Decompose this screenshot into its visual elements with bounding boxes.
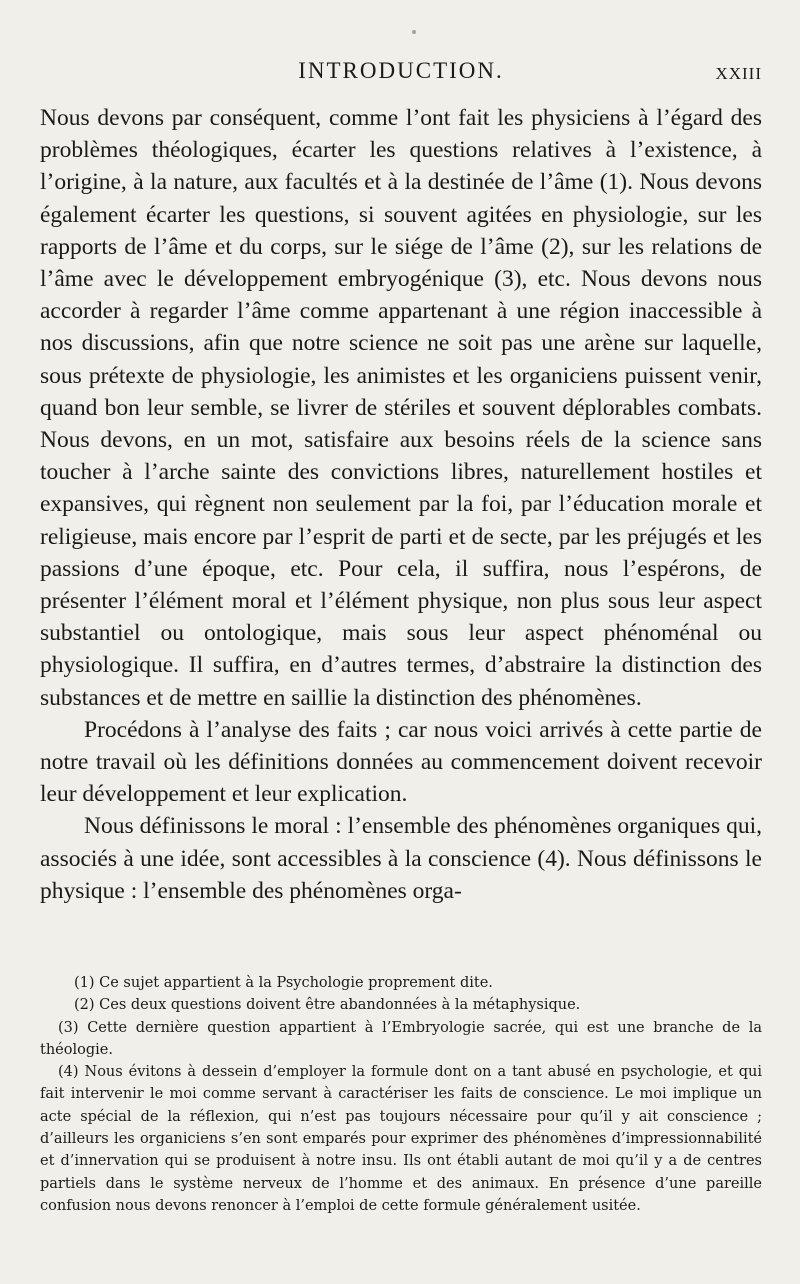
page-number: XXIII bbox=[715, 64, 762, 83]
paragraph-2: Procédons à l’analyse des faits ; car nous voici arrivés à cette partie de notre travail où les définitions données au commencement doivent recevoir leur développement et leur explication. bbox=[40, 716, 762, 808]
paragraph-3: Nous définissons le moral : l’ensemble des phénomènes organiques qui, associés à une idée, sont accessibles à la conscience (4). Nous définissons le physique : l’ensemble des phénomènes orga- bbox=[40, 813, 762, 904]
running-head bbox=[40, 56, 762, 92]
footnote-2: (2) Ces deux questions doivent être abandonnées à la métaphysique. bbox=[74, 997, 581, 1014]
footnote-1: (1) Ce sujet appartient à la Psychologie proprement dite. bbox=[74, 975, 493, 991]
footnote-3: (3) Cette dernière question appartient à l’Embryologie sacrée, qui est une branche de la théologie. bbox=[40, 1019, 762, 1058]
main-text bbox=[40, 102, 762, 907]
footnotes bbox=[40, 972, 762, 1217]
paragraph-1: Nous devons par conséquent, comme l’ont fait les physiciens à l’égard des problèmes théologiques, écarter les questions relatives à l’existence, à l’origine, à la nature, aux facultés et à la destinée de l’âme (1). Nous devons également écarter les questions, si souvent agitées en physiologie, sur les rapports de l’âme et du corps, sur le siége de l’âme (2), sur les relations de l’âme avec le développement embryogénique (3), etc. Nous devons nous accorder à regarder l’âme comme appartenant à une région inaccessible à nos discussions, afin que notre science ne soit pas une arène sur laquelle, sous prétexte de physiologie, les animistes et les organiciens puissent venir, quand bon leur semble, se livrer de stériles et souvent déplorables combats. Nous devons, en un mot, satisfaire aux besoins réels de la science sans toucher à l’arche sainte des convictions libres, naturellement hostiles et expansives, qui règnent non seulement par la foi, par l’éducation morale et religieuse, mais encore par l’esprit de parti et de secte, par les préjugés et les passions d’une époque, etc. Pour cela, il suffira, nous l’espérons, de présenter l’élément moral et l’élément physique, non plus sous leur aspect substantiel ou ontologique, mais sous leur aspect phénoménal ou physiologique. Il suffira, en d’autres termes, d’abstraire la distinction des substances et de mettre en saillie la distinction des phénomènes. bbox=[40, 105, 762, 711]
footnote-4: (4) Nous évitons à dessein d’employer la formule dont on a tant abusé en psychologie, et qui fait intervenir le moi comme servant à caractériser les faits de conscience. Le moi implique un acte spécial de la réflexion, qui n’est pas toujours nécessaire pour qu’il y ait conscience ; d’ailleurs les organiciens s’en sont emparés pour exprimer des phénomènes d’impressionnabilité et d’innervation qui se produisent à notre insu. Ils ont établi autant de moi qu’il y a de centres partiels dans le système nerveux de l’homme et des animaux. En présence d’une pareille confusion nous devons renoncer à l’emploi de cette formule généralement usitée. bbox=[40, 1064, 762, 1214]
running-title: INTRODUCTION. bbox=[298, 58, 504, 83]
ink-dot bbox=[412, 30, 416, 34]
